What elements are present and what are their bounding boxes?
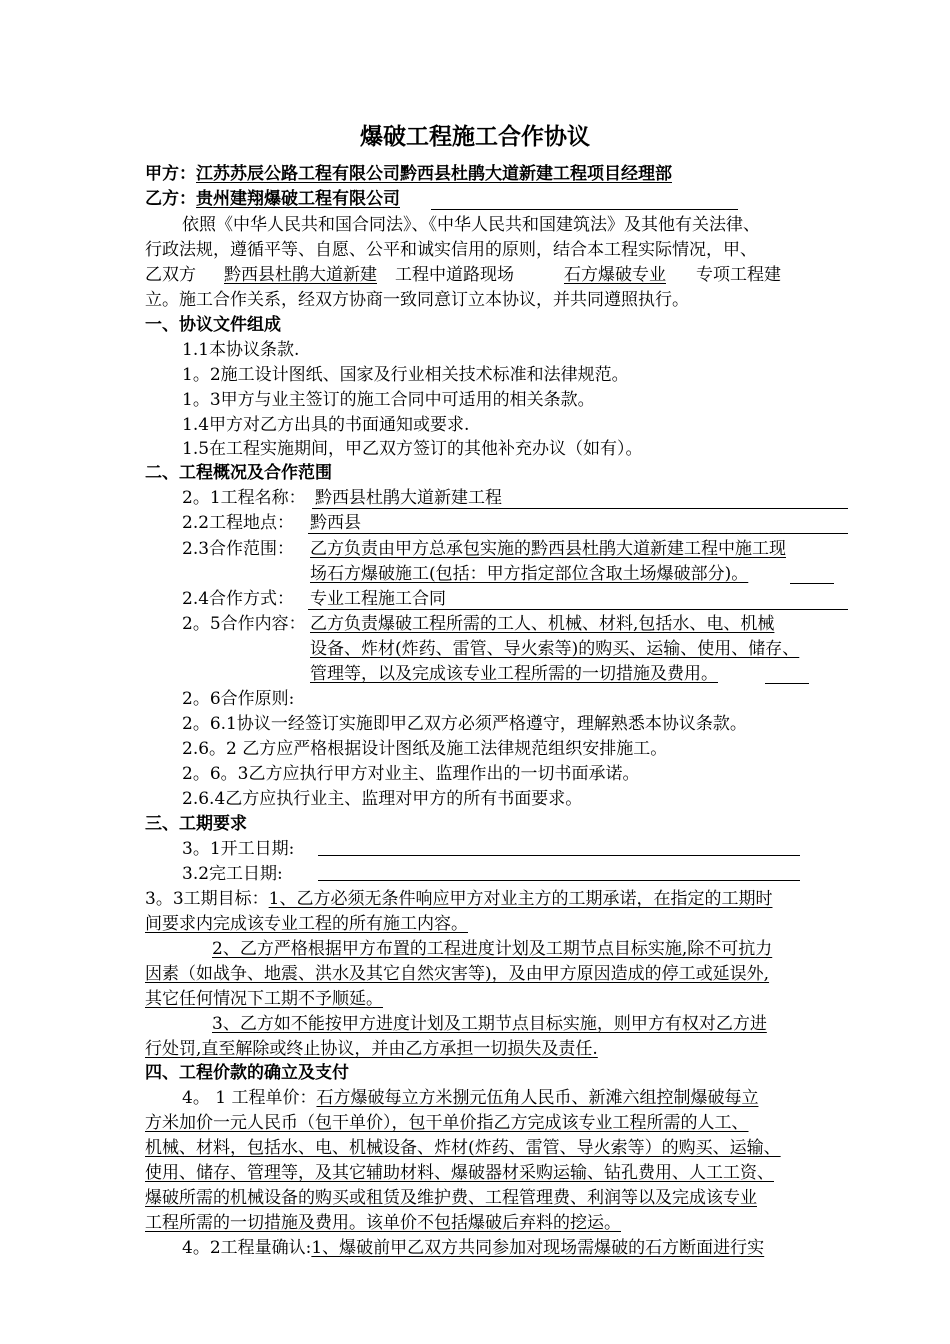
- schedule-p2-line-1: 2、乙方严格根据甲方布置的工程进度计划及工期节点目标实施,除不可抗力: [212, 939, 773, 959]
- end-date-label: 3.2完工日期:: [182, 864, 283, 884]
- content-line-3-fill: [765, 683, 809, 684]
- section-1-heading: 一、协议文件组成: [145, 315, 281, 335]
- unit-price-text-2: 方米加价一元人民币（包干单价），包干单价指乙方完成该专业工程所需的人工、: [145, 1113, 749, 1133]
- mode-value: 专业工程施工合同: [310, 589, 446, 609]
- unit-price-line-1: [182, 1087, 758, 1109]
- schedule-goal-text-2: 间要求内完成该专业工程的所有施工内容。: [145, 914, 468, 934]
- section-3-heading: 三、工期要求: [145, 814, 247, 834]
- unit-price-text-1: 石方爆破每立方米捌元伍角人民币、新滩六组控制爆破每立: [316, 1088, 759, 1108]
- section-2-heading: 二、工程概况及合作范围: [145, 463, 332, 483]
- project-name-value: 黔西县杜鹃大道新建工程: [315, 488, 502, 508]
- quantity-line-1: [182, 1237, 764, 1259]
- s1-item-1: 1.1本协议条款.: [182, 340, 300, 360]
- schedule-goal-text-1: 1、乙方必须无条件响应甲方对业主方的工期承诺，在指定的工期时: [268, 889, 773, 909]
- schedule-goal-label: 3。3工期目标：: [145, 889, 269, 909]
- s1-item-3: 1。3甲方与业主签订的施工合同中可适用的相关条款。: [182, 390, 595, 410]
- party-b-fill-line: [431, 209, 738, 210]
- s1-item-5: 1.5在工程实施期间，甲乙双方签订的其他补充办议（如有）。: [182, 439, 643, 459]
- principle-2: 2.6。2 乙方应严格根据设计图纸及施工法律规范组织安排施工。: [182, 739, 668, 759]
- principle-3: 2。6。3乙方应执行甲方对业主、监理作出的一切书面承诺。: [182, 764, 640, 784]
- party-b-name: 贵州建翔爆破工程有限公司: [196, 189, 400, 209]
- unit-price-text-6: 工程所需的一切措施及费用。该单价不包括爆破后弃料的挖运。: [145, 1213, 621, 1233]
- content-label: 2。5合作内容：: [182, 614, 306, 634]
- quantity-text-1: 1、爆破前甲乙双方共同参加对现场需爆破的石方断面进行实: [311, 1238, 765, 1258]
- unit-price-text-4: 使用、储存、管理等，及其它辅助材料、爆破器材采购运输、钻孔费用、人工工资、: [145, 1163, 774, 1183]
- s1-item-2: 1。2施工设计图纸、国家及行业相关技术标准和法律规范。: [182, 365, 629, 385]
- principle-label: 2。6合作原则:: [182, 689, 295, 709]
- section-4-heading: 四、工程价款的确立及支付: [145, 1063, 349, 1083]
- mode-line: [308, 609, 848, 610]
- project-site-line: [308, 533, 848, 534]
- project-site-value: 黔西县: [310, 513, 361, 533]
- party-a-name: 江苏苏辰公路工程有限公司黔西县杜鹃大道新建工程项目经理部: [196, 164, 672, 184]
- intro-line-3: [145, 264, 781, 286]
- intro-line-1: 依照《中华人民共和国合同法》、《中华人民共和国建筑法》及其他有关法律、: [182, 215, 760, 235]
- schedule-goal-line-1: [145, 888, 772, 910]
- party-b-label: 乙方：: [145, 189, 196, 209]
- project-name-line: [312, 508, 848, 509]
- party-a-label: 甲方：: [145, 164, 196, 184]
- document-title: 爆破工程施工合作协议: [360, 124, 590, 150]
- content-line-2: 设备、炸材(炸药、雷管、导火索等)的购买、运输、使用、储存、: [310, 639, 800, 659]
- intro-line-4: 立。施工合作关系，经双方协商一致同意订立本协议，并共同遵照执行。: [145, 290, 689, 310]
- party-b-line: [145, 188, 400, 210]
- intro-line-3-b: 工程中道路现场: [395, 265, 514, 285]
- schedule-p2-line-2: 因素（如战争、地震、洪水及其它自然灾害等)，及由甲方原因造成的停工或延误外,: [145, 964, 770, 984]
- schedule-p3-line-1: 3、乙方如不能按甲方进度计划及工期节点目标实施，则甲方有权对乙方进: [212, 1014, 767, 1034]
- schedule-p3-line-2: 行处罚,直至解除或终止协议，并由乙方承担一切损失及责任.: [145, 1039, 598, 1059]
- intro-line-3-c: 专项工程建: [696, 265, 781, 285]
- start-date-line: [318, 855, 800, 856]
- unit-price-text-5: 爆破所需的机械设备的购买或租赁及维护费、工程管理费、利润等以及完成该专业: [145, 1188, 757, 1208]
- project-name-fill: 黔西县杜鹃大道新建: [224, 265, 377, 285]
- scope-line-2-fill: [790, 583, 834, 584]
- s1-item-4: 1.4甲方对乙方出具的书面通知或要求.: [182, 415, 470, 435]
- intro-line-3-a: 乙双方: [145, 265, 196, 285]
- scope-label: 2.3合作范围：: [182, 539, 295, 559]
- quantity-label: 4。2工程量确认:: [182, 1238, 312, 1258]
- intro-line-2: 行政法规，遵循平等、自愿、公平和诚实信用的原则，结合本工程实际情况，甲、: [145, 240, 757, 260]
- unit-price-text-3: 机械、材料，包括水、电、机械设备、炸材(炸药、雷管、导火索等）的购买、运输、: [145, 1138, 781, 1158]
- principle-1: 2。6.1协议一经签订实施即甲乙双方必须严格遵守，理解熟悉本协议条款。: [182, 714, 747, 734]
- scope-line-1: 乙方负责由甲方总承包实施的黔西县杜鹃大道新建工程中施工现: [310, 539, 786, 559]
- project-site-label: 2.2工程地点：: [182, 513, 295, 533]
- unit-price-label: 4。 1 工程单价：: [182, 1088, 317, 1108]
- end-date-line: [318, 880, 800, 881]
- scope-line-2: 场石方爆破施工(包括：甲方指定部位含取土场爆破部分)。: [310, 564, 749, 584]
- specialty-fill: 石方爆破专业: [564, 265, 666, 285]
- mode-label: 2.4合作方式：: [182, 589, 295, 609]
- content-line-3: 管理等，以及完成该专业工程所需的一切措施及费用。: [310, 664, 718, 684]
- schedule-p2-line-3: 其它任何情况下工期不予顺延。: [145, 989, 383, 1009]
- party-a-line: [145, 163, 672, 185]
- project-name-label: 2。1工程名称：: [182, 488, 306, 508]
- start-date-label: 3。1开工日期:: [182, 839, 295, 859]
- content-line-1: 乙方负责爆破工程所需的工人、机械、材料,包括水、电、机械: [310, 614, 775, 634]
- principle-4: 2.6.4乙方应执行业主、监理对甲方的所有书面要求。: [182, 789, 583, 809]
